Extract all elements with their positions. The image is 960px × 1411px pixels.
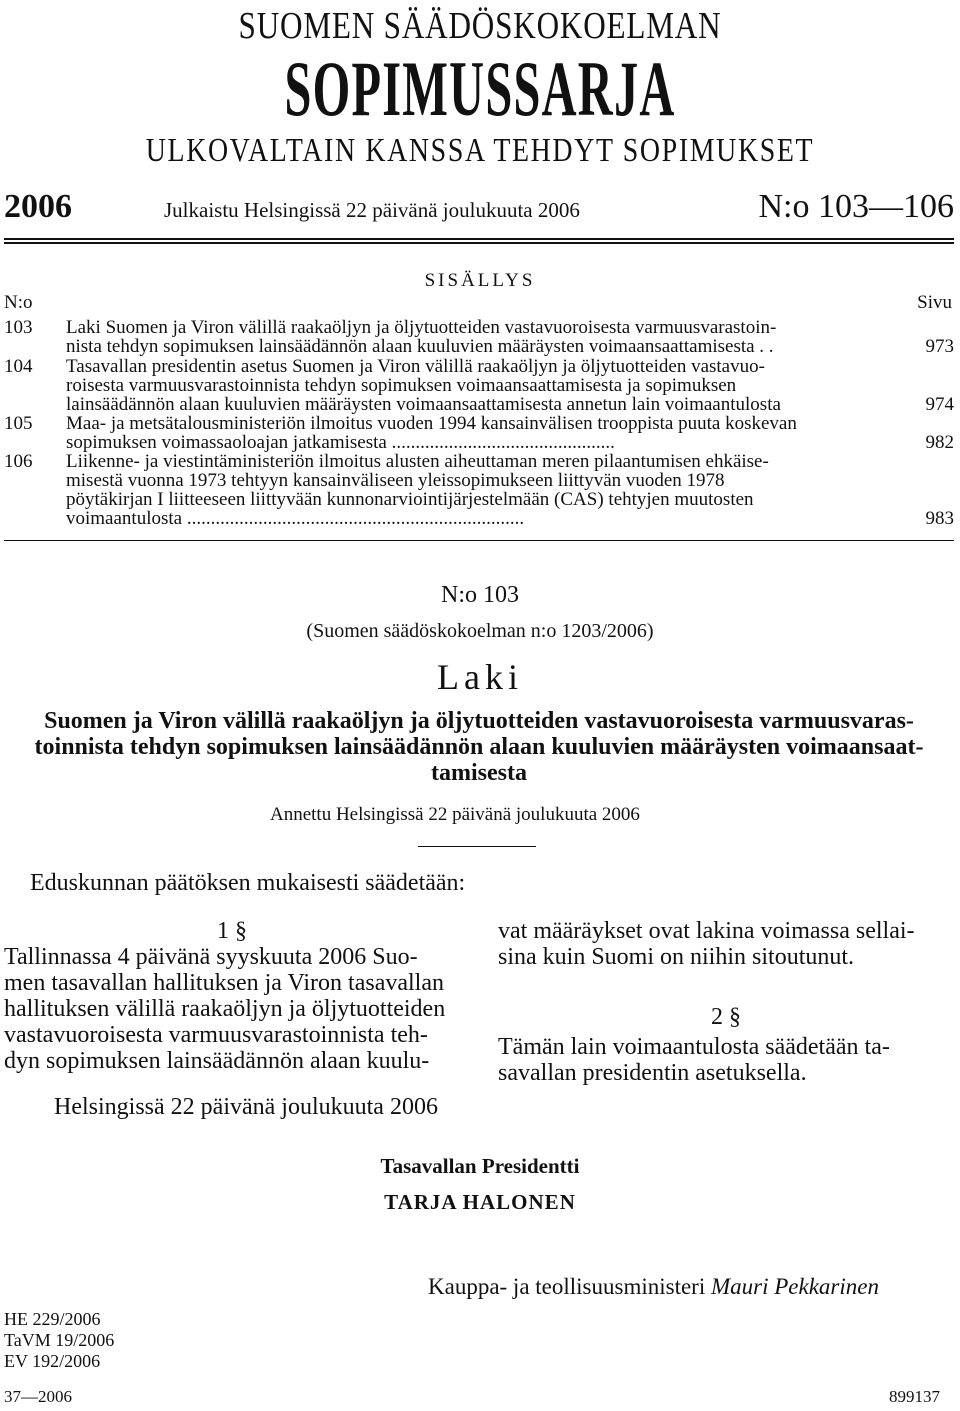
section-1-line: dyn sopimuksen lainsäädännön alaan kuulu- [4, 1048, 430, 1074]
footer-left-code: 37—2006 [4, 1387, 72, 1406]
section-2-line: savallan presidentin asetuksella. [498, 1060, 807, 1086]
signing-place-date: Helsingissä 22 päivänä joulukuuta 2006 [54, 1094, 438, 1120]
toc-entry-line: lainsäädännön alaan kuuluvien määräysten voimaansaattamisesta annetun lain voimaantulosta [66, 394, 781, 415]
toc-entry-number: 106 [4, 451, 33, 472]
toc-entry-line: misestä vuonna 1973 tehtyyn kansainväliseen yleissopimukseen liittyvän vuoden 1978 [66, 470, 725, 491]
toc-entry-number: 105 [4, 413, 33, 434]
toc-entry-page: 973 [925, 336, 954, 357]
toc-entry-line: roisesta varmuusvarastoinnista tehdyn sopimuksen voimaansaattamisesta ja sopimuksen [66, 375, 737, 396]
toc-entry-number: 104 [4, 356, 33, 377]
toc-entry [4, 357, 954, 417]
toc-entry [4, 452, 954, 530]
toc-entry-line: voimaantulosta ....................................................................... [66, 508, 525, 529]
heading-line: toinnista tehdyn sopimuksen lainsäädännön alaan kuuluvien määräysten voimaansaat- [34, 734, 924, 760]
toc-entry-line: Tasavallan presidentin asetus Suomen ja Viron välillä raakaöljyn ja öljytuotteiden vastavuo- [66, 356, 765, 377]
heading-line: tamisesta [431, 760, 527, 786]
minister-title: Kauppa- ja teollisuusministeri [428, 1274, 706, 1299]
publication-title: SOPIMUSSARJA [284, 45, 676, 132]
publication-date: Julkaistu Helsingissä 22 päivänä joulukuuta 2006 [164, 198, 580, 222]
toc-entry [4, 318, 954, 358]
document-type: Laki [437, 657, 523, 697]
toc-entry-line: Laki Suomen ja Viron välillä raakaöljyn ja öljytuotteiden vastavuoroisesta varmuusvarastoin- [66, 317, 777, 338]
section-1-line: hallituksen välillä raakaöljyn ja öljytuotteiden [4, 996, 446, 1022]
publication-info-row [4, 188, 954, 228]
given-divider [418, 846, 536, 847]
toc-entry-line: sopimuksen voimassaoloajan jatkamisesta ............................................... [66, 432, 615, 453]
minister-name: Mauri Pekkarinen [710, 1274, 879, 1299]
section-1-number: 1 § [217, 918, 247, 944]
right-column [498, 918, 954, 1086]
header-double-rule [4, 238, 954, 244]
toc-entry [4, 414, 954, 454]
section-1-line: men tasavallan hallituksen ja Viron tasavallan [4, 970, 444, 996]
president-name: TARJA HALONEN [384, 1190, 576, 1214]
toc-entry-line: Liikenne- ja viestintäministeriön ilmoitus alusten aiheuttaman meren pilaantumisen ehkäise- [66, 451, 769, 472]
publication-subtitle: ULKOVALTAIN KANSSA TEHDYT SOPIMUKSET [145, 132, 815, 169]
issue-range: N:o 103—106 [758, 188, 954, 225]
document-reference: (Suomen säädöskokoelman n:o 1203/2006) [306, 620, 654, 642]
heading-line: Suomen ja Viron välillä raakaöljyn ja öljytuotteiden vastavuoroisesta varmuusvaras- [44, 708, 914, 734]
section-2-number: 2 § [711, 1004, 741, 1030]
toc-entry-page: 983 [925, 508, 954, 529]
president-title: Tasavallan Presidentti [380, 1154, 580, 1178]
minister-signature [428, 1274, 879, 1300]
toc-entry-line: pöytäkirjan I liitteeseen liittyvään kunnonarviointijärjestelmään (CAS) tehtyjen muutosten [66, 489, 754, 510]
reference-item: TaVM 19/2006 [4, 1330, 115, 1350]
document-number: N:o 103 [441, 582, 519, 608]
series-title: SUOMEN SÄÄDÖSKOKOELMAN [238, 5, 722, 47]
document-heading [4, 708, 954, 786]
toc-page-header: Sivu [917, 292, 952, 313]
section-1-line: vastavuoroisesta varmuusvarastoinnista teh- [4, 1022, 428, 1048]
footer-right-code: 899137 [889, 1387, 940, 1406]
section-1-continued-line: sina kuin Suomi on niihin sitoutunut. [498, 944, 855, 970]
toc-entry-number: 103 [4, 317, 33, 338]
section-1-continued-line: vat määräykset ovat lakina voimassa sellai- [498, 918, 915, 944]
enactment-clause: Eduskunnan päätöksen mukaisesti säädetään: [30, 870, 466, 896]
toc-title: SISÄLLYS [424, 270, 536, 291]
legislative-references [4, 1309, 114, 1372]
left-column [4, 918, 460, 1074]
toc-number-header: N:o [4, 292, 33, 313]
toc-entry-page: 974 [925, 394, 954, 415]
reference-item: HE 229/2006 [4, 1309, 101, 1329]
section-2-line: Tämän lain voimaantulosta säädetään ta- [498, 1034, 890, 1060]
toc-entry-page: 982 [925, 432, 954, 453]
toc-bottom-rule [4, 540, 954, 541]
publication-year: 2006 [4, 188, 72, 225]
toc-entry-line: nista tehdyn sopimuksen lainsäädännön alaan kuuluvien määräysten voimaansaattamisesta . . [66, 336, 774, 357]
toc-entry-line: Maa- ja metsätalousministeriön ilmoitus vuoden 1994 kansainvälisen trooppista puuta koskevan [66, 413, 797, 434]
given-date: Annettu Helsingissä 22 päivänä joulukuuta 2006 [270, 804, 640, 825]
section-1-line: Tallinnassa 4 päivänä syyskuuta 2006 Suo- [4, 944, 418, 970]
reference-item: EV 192/2006 [4, 1351, 101, 1371]
